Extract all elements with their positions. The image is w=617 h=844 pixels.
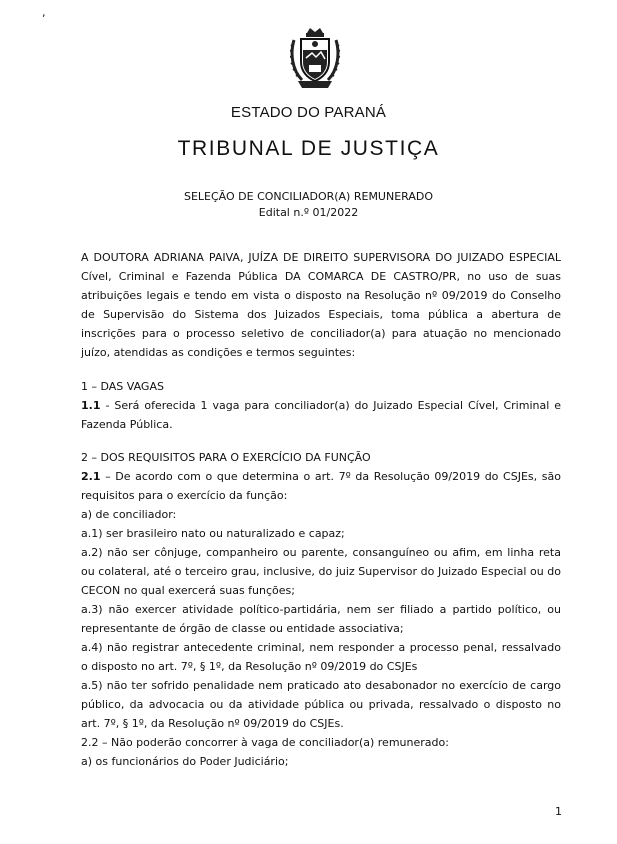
- item-2-2-a: a) os funcionários do Poder Judiciário;: [81, 755, 289, 768]
- item-2-1-number: 2.1: [81, 470, 101, 483]
- item-a-label: a) de conciliador:: [81, 508, 177, 521]
- item-2-1-text: – De acordo com o que determina o art. 7º da Resolução 09/2019 do CSJEs, são requisitos para o exercício da função:: [81, 470, 561, 502]
- coat-of-arms-seal: [290, 28, 340, 90]
- section-1-title: 1 – DAS VAGAS: [81, 380, 164, 393]
- selection-title: SELEÇÃO DE CONCILIADOR(A) REMUNERADO: [183, 190, 434, 203]
- item-a4: a.4) não registrar antecedente criminal, nem responder a processo penal, ressalvado o disposto no art. 7º, § 1º, da Resolução nº 09/2019 do CSJEs: [81, 641, 561, 673]
- document-body: [81, 248, 561, 771]
- item-1-1-text: - Será oferecida 1 vaga para conciliador(a) do Juizado Especial Cível, Criminal e Fazenda Pública.: [81, 399, 561, 431]
- section-2-title: 2 – DOS REQUISITOS PARA O EXERCÍCIO DA FUNÇÃO: [81, 451, 371, 464]
- item-a3: a.3) não exercer atividade político-partidária, nem ser filiado a partido político, ou representante de órgão de classe ou entidade associativa;: [81, 603, 561, 635]
- item-1-1: [81, 396, 561, 434]
- selection-block: [0, 189, 617, 221]
- item-a2: a.2) não ser cônjuge, companheiro ou parente, consanguíneo ou afim, em linha reta ou colateral, até o terceiro grau, inclusive, do juiz Supervisor do Juizado Especial ou do CECON no qual exercerá suas funções;: [81, 546, 561, 597]
- page-number: 1: [555, 805, 562, 818]
- item-2-2: 2.2 – Não poderão concorrer à vaga de conciliador(a) remunerado:: [81, 736, 449, 749]
- item-a1: a.1) ser brasileiro nato ou naturalizado e capaz;: [81, 527, 345, 540]
- state-heading: ESTADO DO PARANÁ: [230, 104, 387, 121]
- stray-mark: ,: [42, 6, 46, 19]
- item-a5: a.5) não ter sofrido penalidade nem praticado ato desabonador no exercício de cargo público, da advocacia ou da atividade pública ou privada, ressalvado o disposto no art. 7º, § 1º, da Resolução nº 09/2019 do CSJEs.: [81, 679, 561, 730]
- item-1-1-number: 1.1: [81, 399, 101, 412]
- item-2-1: [81, 467, 561, 505]
- intro-paragraph: A DOUTORA ADRIANA PAIVA, JUÍZA DE DIREITO SUPERVISORA DO JUIZADO ESPECIAL Cível, Criminal e Fazenda Pública DA COMARCA DE CASTRO/PR, no uso de suas atribuições legais e tendo em vista o disposto na Resolução nº 09/2019 do Conselho de Supervisão do Sistema dos Juizados Especiais, toma pública a abertura de inscrições para o processo seletivo de conciliador(a) para atuação no mencionado juízo, atendidas as condições e termos seguintes:: [81, 251, 561, 359]
- court-heading: TRIBUNAL DE JUSTIÇA: [177, 137, 440, 160]
- edital-number: Edital n.º 01/2022: [258, 206, 359, 219]
